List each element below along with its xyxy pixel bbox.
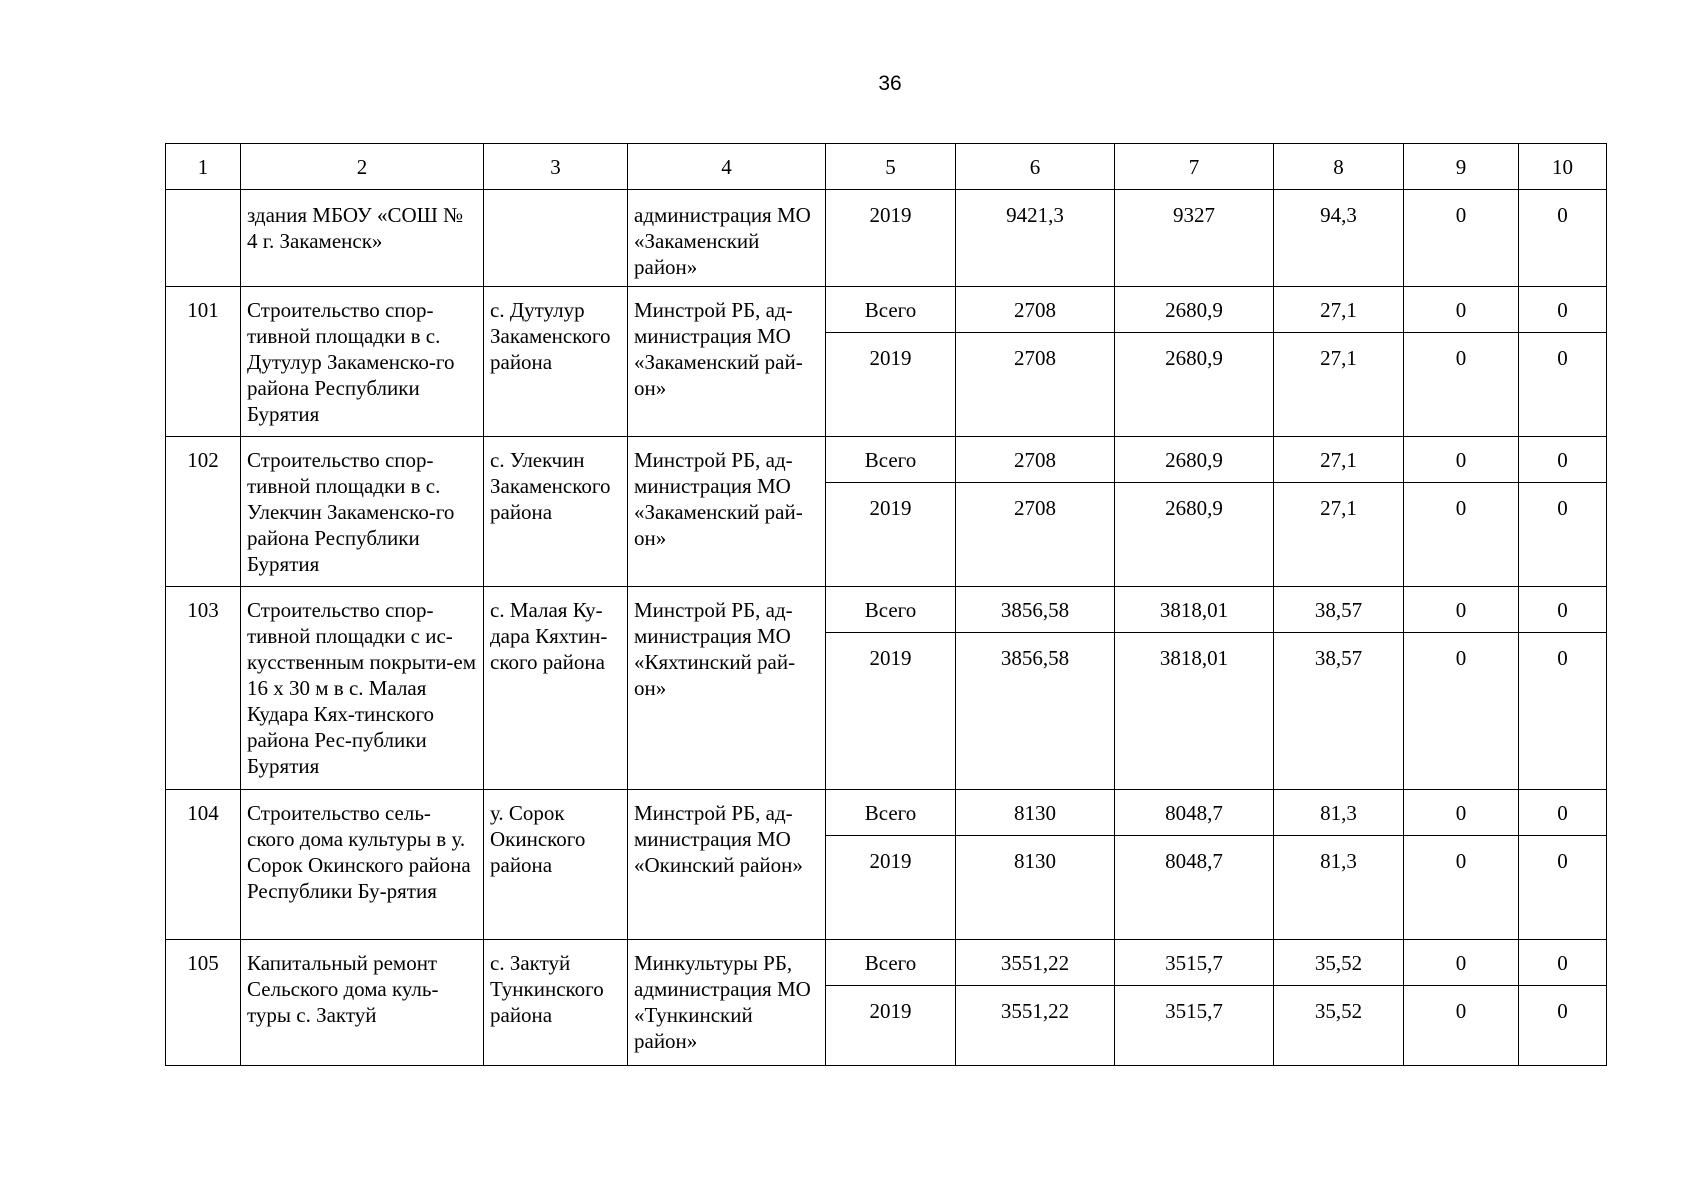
object-name-cell: Капитальный ремонт Сельского дома куль-туры с. Зактуй: [241, 940, 484, 1066]
regional-amount-cell: 27,1: [1274, 287, 1404, 333]
header-cell: 3: [484, 144, 628, 190]
federal-amount-cell: 3818,01: [1115, 633, 1274, 790]
total-amount-cell: 3856,58: [956, 587, 1115, 633]
regional-amount-cell: 35,52: [1274, 940, 1404, 986]
object-name-cell: Строительство спор-тивной площадки в с. Дутулур Закаменско-го района Республики Бурятия: [241, 287, 484, 437]
regional-amount-cell: 27,1: [1274, 437, 1404, 483]
header-cell: 2: [241, 144, 484, 190]
row-number-cell: 101: [166, 287, 241, 437]
other-amount-cell: 0: [1519, 986, 1607, 1066]
executor-cell: Минстрой РБ, ад-министрация МО «Кяхтинский рай-он»: [628, 587, 826, 790]
program-table: [165, 143, 1607, 1066]
local-amount-cell: 0: [1404, 633, 1519, 790]
row-number-cell: 103: [166, 587, 241, 790]
period-total-cell: Всего: [826, 790, 956, 836]
row-number-cell: 104: [166, 790, 241, 940]
header-cell: 10: [1519, 144, 1607, 190]
other-amount-cell: 0: [1519, 940, 1607, 986]
federal-amount-cell: 2680,9: [1115, 333, 1274, 437]
location-cell: с. Улекчин Закаменского района: [484, 437, 628, 587]
federal-amount-cell: 2680,9: [1115, 483, 1274, 587]
other-amount-cell: 0: [1519, 836, 1607, 940]
federal-amount-cell: 8048,7: [1115, 790, 1274, 836]
total-amount-cell: 2708: [956, 483, 1115, 587]
year-cell: 2019: [826, 483, 956, 587]
executor-cell: Минстрой РБ, ад-министрация МО «Закаменский рай-он»: [628, 437, 826, 587]
federal-amount-cell: 3515,7: [1115, 940, 1274, 986]
header-cell: 9: [1404, 144, 1519, 190]
location-cell: с. Зактуй Тункинского района: [484, 940, 628, 1066]
regional-amount-cell: 38,57: [1274, 587, 1404, 633]
regional-amount-cell: 38,57: [1274, 633, 1404, 790]
header-cell: 4: [628, 144, 826, 190]
header-cell: 1: [166, 144, 241, 190]
row-number-cell: 105: [166, 940, 241, 1066]
object-name-cell: Строительство спор-тивной площадки в с. Улекчин Закаменско-го района Республики Бурятия: [241, 437, 484, 587]
regional-amount-cell: 35,52: [1274, 986, 1404, 1066]
other-amount-cell: 0: [1519, 190, 1607, 287]
year-cell: 2019: [826, 836, 956, 940]
other-amount-cell: 0: [1519, 333, 1607, 437]
federal-amount-cell: 9327: [1115, 190, 1274, 287]
row-number-cell: [166, 190, 241, 287]
location-cell: с. Дутулур Закаменского района: [484, 287, 628, 437]
year-cell: 2019: [826, 333, 956, 437]
total-amount-cell: 8130: [956, 836, 1115, 940]
table-row: [166, 940, 1607, 986]
period-total-cell: Всего: [826, 437, 956, 483]
period-total-cell: Всего: [826, 587, 956, 633]
total-amount-cell: 8130: [956, 790, 1115, 836]
location-cell: с. Малая Ку-дара Кяхтин-ского района: [484, 587, 628, 790]
local-amount-cell: 0: [1404, 483, 1519, 587]
table-row: [166, 587, 1607, 633]
total-amount-cell: 3551,22: [956, 986, 1115, 1066]
location-cell: у. Сорок Окинского района: [484, 790, 628, 940]
column-number-header-row: [166, 144, 1607, 190]
object-name-cell: здания МБОУ «СОШ № 4 г. Закаменск»: [241, 190, 484, 287]
total-amount-cell: 2708: [956, 287, 1115, 333]
table-row: [166, 790, 1607, 836]
federal-amount-cell: 3818,01: [1115, 587, 1274, 633]
executor-cell: Минстрой РБ, ад-министрация МО «Закаменский рай-он»: [628, 287, 826, 437]
regional-amount-cell: 94,3: [1274, 190, 1404, 287]
row-number-cell: 102: [166, 437, 241, 587]
local-amount-cell: 0: [1404, 587, 1519, 633]
local-amount-cell: 0: [1404, 437, 1519, 483]
local-amount-cell: 0: [1404, 333, 1519, 437]
other-amount-cell: 0: [1519, 633, 1607, 790]
federal-amount-cell: 8048,7: [1115, 836, 1274, 940]
local-amount-cell: 0: [1404, 190, 1519, 287]
total-amount-cell: 3856,58: [956, 633, 1115, 790]
regional-amount-cell: 81,3: [1274, 790, 1404, 836]
header-cell: 6: [956, 144, 1115, 190]
year-cell: 2019: [826, 190, 956, 287]
page-number: 36: [878, 72, 902, 95]
period-total-cell: Всего: [826, 940, 956, 986]
table-row: [166, 287, 1607, 333]
local-amount-cell: 0: [1404, 836, 1519, 940]
local-amount-cell: 0: [1404, 986, 1519, 1066]
other-amount-cell: 0: [1519, 287, 1607, 333]
federal-amount-cell: 2680,9: [1115, 287, 1274, 333]
year-cell: 2019: [826, 633, 956, 790]
total-amount-cell: 3551,22: [956, 940, 1115, 986]
total-amount-cell: 2708: [956, 333, 1115, 437]
other-amount-cell: 0: [1519, 790, 1607, 836]
federal-amount-cell: 2680,9: [1115, 437, 1274, 483]
header-cell: 8: [1274, 144, 1404, 190]
period-total-cell: Всего: [826, 287, 956, 333]
object-name-cell: Строительство спор-тивной площадки с ис-кусственным покрыти-ем 16 х 30 м в с. Малая Кудара Кях-тинского района Рес-публики Бурятия: [241, 587, 484, 790]
executor-cell: администрация МО «Закаменский район»: [628, 190, 826, 287]
regional-amount-cell: 27,1: [1274, 483, 1404, 587]
local-amount-cell: 0: [1404, 790, 1519, 836]
federal-amount-cell: 3515,7: [1115, 986, 1274, 1066]
regional-amount-cell: 81,3: [1274, 836, 1404, 940]
other-amount-cell: 0: [1519, 483, 1607, 587]
other-amount-cell: 0: [1519, 437, 1607, 483]
year-cell: 2019: [826, 986, 956, 1066]
other-amount-cell: 0: [1519, 587, 1607, 633]
table-row: [166, 437, 1607, 483]
executor-cell: Минкультуры РБ, администрация МО «Тункинский район»: [628, 940, 826, 1066]
executor-cell: Минстрой РБ, ад-министрация МО «Окинский район»: [628, 790, 826, 940]
regional-amount-cell: 27,1: [1274, 333, 1404, 437]
local-amount-cell: 0: [1404, 940, 1519, 986]
header-cell: 7: [1115, 144, 1274, 190]
object-name-cell: Строительство сель-ского дома культуры в у. Сорок Окинского района Республики Бу-рятия: [241, 790, 484, 940]
location-cell: [484, 190, 628, 287]
continued-row: [166, 190, 1607, 287]
local-amount-cell: 0: [1404, 287, 1519, 333]
header-cell: 5: [826, 144, 956, 190]
total-amount-cell: 9421,3: [956, 190, 1115, 287]
total-amount-cell: 2708: [956, 437, 1115, 483]
